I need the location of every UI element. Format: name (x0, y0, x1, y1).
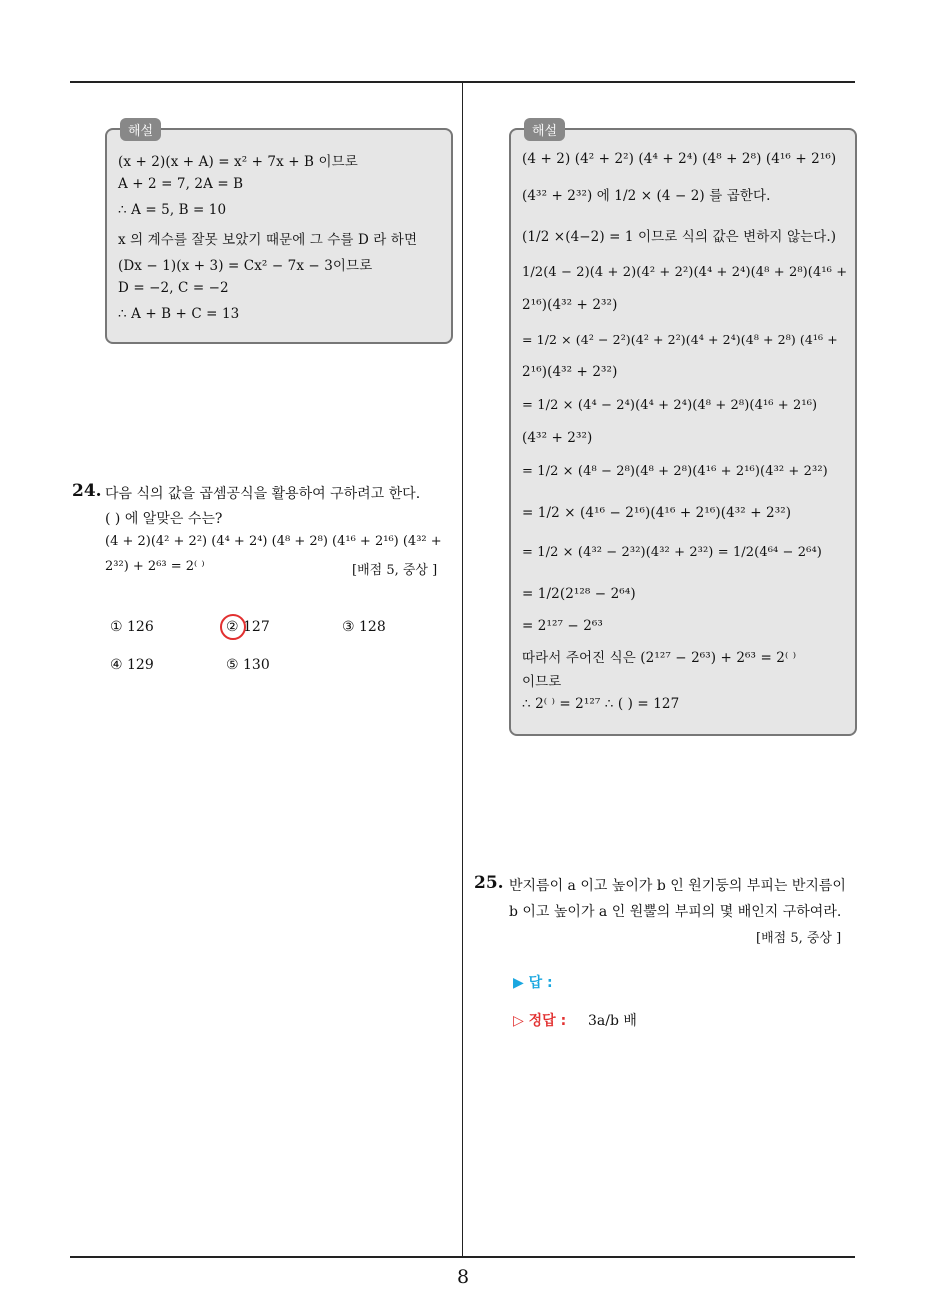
solution-line: 이므로 (522, 674, 562, 690)
score-label: [배점 5, 중상 ] (756, 931, 842, 946)
solution-line: D = −2, C = −2 (118, 280, 229, 296)
question-line: b 이고 높이가 a 인 원뿔의 부피의 몇 배인지 구하여라. (509, 904, 842, 920)
solution-line: = 2¹²⁷ − 2⁶³ (522, 618, 603, 634)
solution-line: = 1/2 × (4⁸ − 2⁸)(4⁸ + 2⁸)(4¹⁶ + 2¹⁶)(4³² + 2³²) (522, 464, 828, 479)
column-divider (462, 83, 463, 1256)
solution-line: A + 2 = 7, 2A = B (118, 176, 244, 192)
page-number: 8 (456, 1266, 470, 1288)
question-line: 다음 식의 값을 곱셈공식을 활용하여 구하려고 한다. (105, 486, 421, 502)
answer-input-label[interactable]: ▶ 답 : (513, 975, 553, 991)
choice-5[interactable]: ⑤ 130 (226, 657, 270, 673)
solution-tag-right: 해설 (524, 118, 565, 141)
solution-line: 따라서 주어진 식은 (2¹²⁷ − 2⁶³) + 2⁶³ = 2⁽ ⁾ (522, 650, 797, 666)
solution-line: = 1/2 × (4² − 2²)(4² + 2²)(4⁴ + 2⁴)(4⁸ + 2⁸) (4¹⁶ + (522, 332, 838, 347)
solution-line: = 1/2(2¹²⁸ − 2⁶⁴) (522, 586, 636, 602)
question-number: 25. (474, 873, 504, 893)
choice-2[interactable]: ② 127 (226, 619, 270, 635)
choice-1[interactable]: ① 126 (110, 619, 154, 635)
question-line: ( ) 에 알맞은 수는? (105, 511, 223, 527)
solution-line: (1/2 ×(4−2) = 1 이므로 식의 값은 변하지 않는다.) (522, 229, 837, 245)
solution-line: (x + 2)(x + A) = x² + 7x + B 이므로 (118, 154, 358, 170)
solution-line: 2¹⁶)(4³² + 2³²) (522, 297, 618, 313)
correct-answer-label: ▷ 정답 : (513, 1013, 567, 1029)
solution-line: ∴ A + B + C = 13 (118, 306, 240, 322)
solution-line: = 1/2 × (4⁴ − 2⁴)(4⁴ + 2⁴)(4⁸ + 2⁸)(4¹⁶ + 2¹⁶) (522, 398, 818, 413)
solution-line: = 1/2 × (4³² − 2³²)(4³² + 2³²) = 1/2(4⁶⁴ − 2⁶⁴) (522, 545, 822, 560)
solution-line: ∴ A = 5, B = 10 (118, 202, 227, 218)
question-line: (4 + 2)(4² + 2²) (4⁴ + 2⁴) (4⁸ + 2⁸) (4¹⁶ + 2¹⁶) (4³² + (105, 534, 442, 549)
choice-4[interactable]: ④ 129 (110, 657, 154, 673)
solution-tag-left: 해설 (120, 118, 161, 141)
solution-line: (4 + 2) (4² + 2²) (4⁴ + 2⁴) (4⁸ + 2⁸) (4¹⁶ + 2¹⁶) (522, 151, 837, 167)
question-number: 24. (72, 481, 102, 501)
bottom-rule (70, 1256, 855, 1258)
solution-line: (4³² + 2³²) 에 1/2 × (4 − 2) 를 곱한다. (522, 188, 771, 204)
question-line: 반지름이 a 이고 높이가 b 인 원기둥의 부피는 반지름이 (509, 878, 846, 894)
solution-line: = 1/2 × (4¹⁶ − 2¹⁶)(4¹⁶ + 2¹⁶)(4³² + 2³²) (522, 505, 792, 521)
score-label: [배점 5, 중상 ] (352, 563, 438, 578)
solution-line: (Dx − 1)(x + 3) = Cx² − 7x − 3이므로 (118, 258, 373, 274)
question-line: 2³²) + 2⁶³ = 2⁽ ⁾ (105, 559, 205, 574)
solution-line: ∴ 2⁽ ⁾ = 2¹²⁷ ∴ ( ) = 127 (522, 696, 680, 712)
solution-line: (4³² + 2³²) (522, 430, 593, 446)
solution-line: 1/2(4 − 2)(4 + 2)(4² + 2²)(4⁴ + 2⁴)(4⁸ + 2⁸)(4¹⁶ + (522, 265, 848, 280)
solution-line: 2¹⁶)(4³² + 2³²) (522, 364, 618, 380)
correct-answer-value: 3a/b 배 (588, 1013, 637, 1029)
solution-line: x 의 계수를 잘못 보았기 때문에 그 수를 D 라 하면 (118, 232, 418, 248)
choice-3[interactable]: ③ 128 (342, 619, 386, 635)
answer-mark-circle (220, 614, 246, 640)
